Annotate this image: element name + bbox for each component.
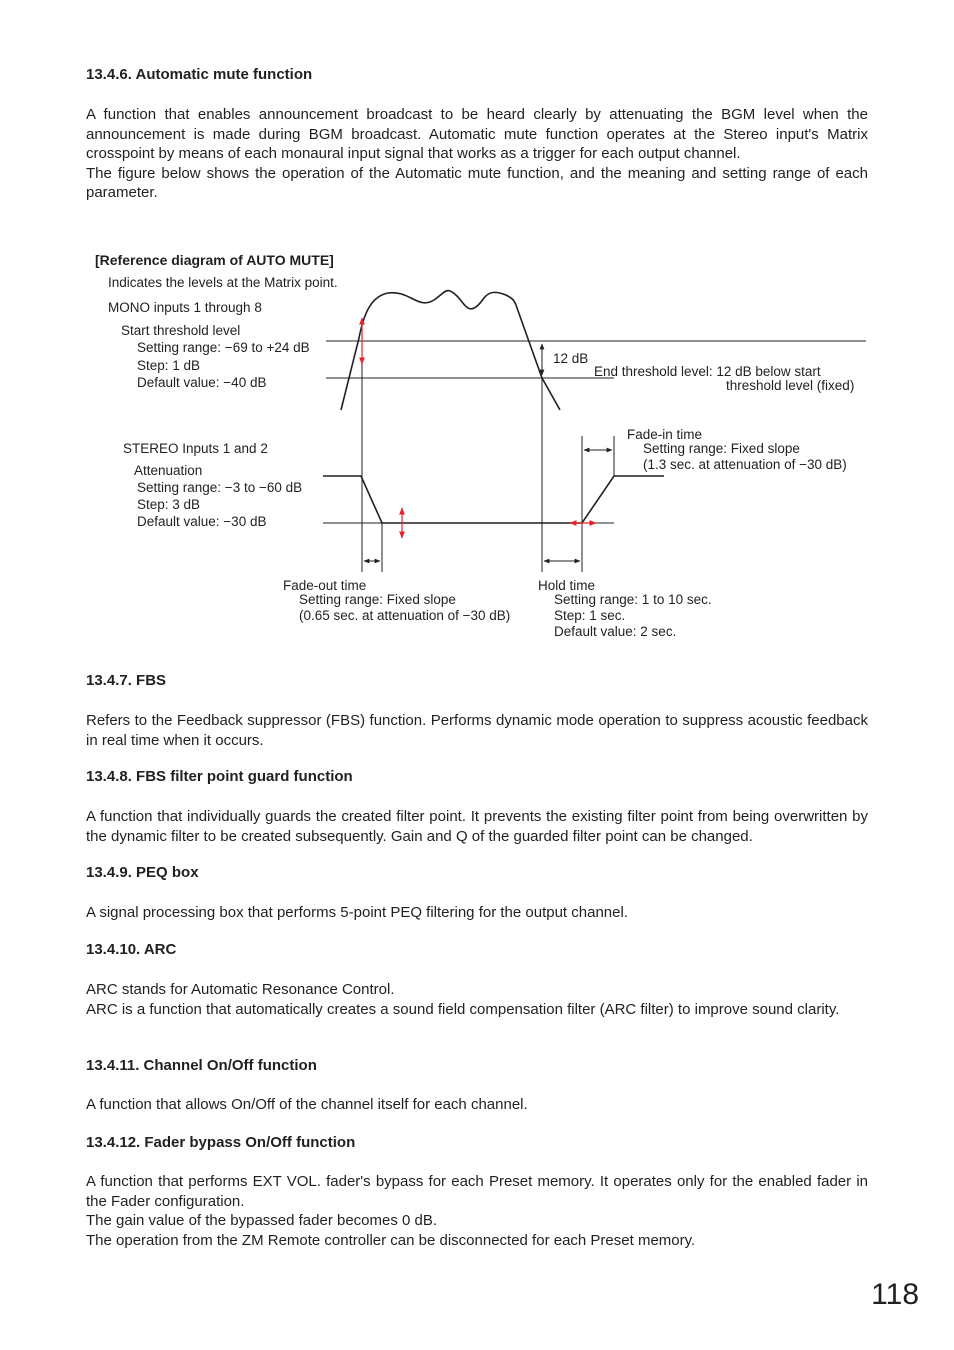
fade-out-note: (0.65 sec. at attenuation of −30 dB) bbox=[299, 608, 511, 623]
hold-time-label: Hold time bbox=[538, 578, 596, 593]
section-heading-channel-onoff: 13.4.11. Channel On/Off function bbox=[86, 1057, 317, 1074]
start-threshold-step: Step: 1 dB bbox=[137, 358, 201, 373]
section-heading-arc: 13.4.10. ARC bbox=[86, 941, 177, 958]
arc-text-1: ARC stands for Automatic Resonance Control. bbox=[86, 981, 395, 998]
fbs-paragraph: Refers to the Feedback suppressor (FBS) function. Performs dynamic mode operation to suppress acoustic feedback in real time when it occurs. bbox=[86, 712, 868, 749]
levels-note: Indicates the levels at the Matrix point. bbox=[108, 275, 338, 290]
auto-mute-diagram bbox=[0, 0, 954, 660]
auto-mute-text-2: The figure below shows the operation of the Automatic mute function, and the meaning and setting range of each parameter. bbox=[86, 164, 868, 201]
attenuation-range: Setting range: −3 to −60 dB bbox=[137, 480, 303, 495]
diagram-title: [Reference diagram of AUTO MUTE] bbox=[95, 252, 334, 268]
mono-inputs-label: MONO inputs 1 through 8 bbox=[108, 300, 262, 315]
section-heading-peq: 13.4.9. PEQ box bbox=[86, 864, 199, 881]
fade-out-label: Fade-out time bbox=[283, 578, 367, 593]
arc-paragraph bbox=[86, 980, 868, 1019]
attenuation-step: Step: 3 dB bbox=[137, 497, 201, 512]
fbs-guard-paragraph: A function that individually guards the created filter point. It prevents the existing filter point from being overwritten by the dynamic filter to be created subsequently. Gain and Q of the guarded filter point can be changed. bbox=[86, 808, 868, 845]
fader-bypass-text-1: A function that performs EXT VOL. fader's bypass for each Preset memory. It operates only for the enabled fader in the Fader configuration. bbox=[86, 1173, 868, 1210]
hold-time-range: Setting range: 1 to 10 sec. bbox=[554, 592, 712, 607]
arc-text-2: ARC is a function that automatically creates a sound field compensation filter (ARC filter) to improve sound clarity. bbox=[86, 1000, 840, 1018]
peq-paragraph: A signal processing box that performs 5-point PEQ filtering for the output channel. bbox=[86, 904, 628, 921]
twelve-db-label: 12 dB bbox=[553, 351, 589, 366]
fade-in-range: Setting range: Fixed slope bbox=[643, 441, 800, 456]
fade-out-range: Setting range: Fixed slope bbox=[299, 592, 456, 607]
end-threshold-line2: threshold level (fixed) bbox=[726, 378, 855, 393]
section-heading-fbs: 13.4.7. FBS bbox=[86, 672, 167, 689]
stereo-signal-path bbox=[323, 476, 664, 523]
start-threshold-range: Setting range: −69 to +24 dB bbox=[137, 340, 310, 355]
page-number: 118 bbox=[871, 1278, 919, 1311]
fader-bypass-text-2: The gain value of the bypassed fader becomes 0 dB. bbox=[86, 1212, 438, 1229]
fade-in-note: (1.3 sec. at attenuation of −30 dB) bbox=[643, 457, 847, 472]
section-heading-fader-bypass: 13.4.12. Fader bypass On/Off function bbox=[86, 1134, 356, 1151]
auto-mute-text-1: A function that enables announcement broadcast to be heard clearly by attenuating the BGM level when the announcement is made during BGM broadcast. Automatic mute function operates at the Stereo input's Matrix crosspoint by means of each monaural input signal that works as a trigger for each output channel. bbox=[86, 106, 868, 162]
attenuation-label: Attenuation bbox=[134, 463, 203, 478]
end-threshold-line1: End threshold level: 12 dB below start bbox=[594, 364, 821, 379]
stereo-inputs-label: STEREO Inputs 1 and 2 bbox=[123, 441, 268, 456]
start-threshold-default: Default value: −40 dB bbox=[137, 375, 267, 390]
channel-onoff-paragraph: A function that allows On/Off of the channel itself for each channel. bbox=[86, 1096, 528, 1113]
start-threshold-label: Start threshold level bbox=[121, 323, 241, 338]
hold-time-default: Default value: 2 sec. bbox=[554, 624, 677, 639]
section-heading-fbs-guard: 13.4.8. FBS filter point guard function bbox=[86, 768, 353, 785]
section-heading-auto-mute: 13.4.6. Automatic mute function bbox=[86, 66, 313, 83]
fader-bypass-paragraph bbox=[86, 1172, 868, 1250]
fader-bypass-text-3: The operation from the ZM Remote controller can be disconnected for each Preset memory. bbox=[86, 1231, 696, 1249]
attenuation-default: Default value: −30 dB bbox=[137, 514, 267, 529]
fade-in-label: Fade-in time bbox=[627, 427, 703, 442]
mono-signal-curve bbox=[341, 291, 560, 410]
hold-time-step: Step: 1 sec. bbox=[554, 608, 626, 623]
